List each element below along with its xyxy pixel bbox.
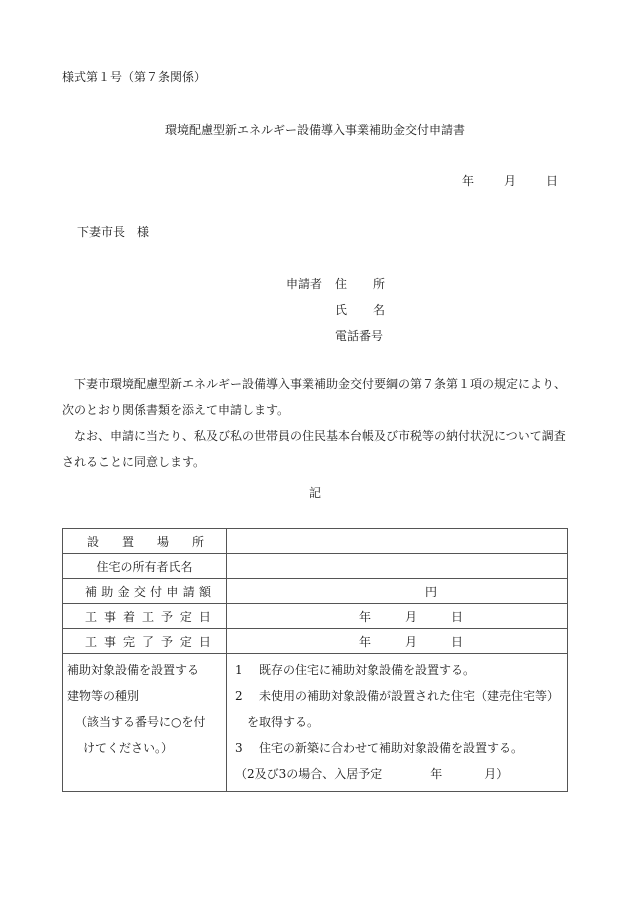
owner-name-label: 住宅の所有者氏名 bbox=[63, 554, 227, 579]
page-title: 環境配慮型新エネルギー設備導入事業補助金交付申請書 bbox=[164, 123, 465, 137]
lbl-char: 工 bbox=[141, 609, 154, 624]
lbl-char: 金 bbox=[117, 584, 130, 599]
option-3[interactable] bbox=[235, 735, 563, 761]
lbl-char: 付 bbox=[150, 584, 163, 599]
lbl-char: 日 bbox=[198, 634, 211, 649]
construction-end-field[interactable] bbox=[227, 629, 568, 654]
option-number: 1 bbox=[235, 663, 243, 677]
date-year-label: 年 bbox=[462, 174, 475, 188]
month-label: 月 bbox=[404, 609, 417, 624]
move-in-note-prefix: （2及び3の場合、入居予定 bbox=[235, 767, 383, 781]
option-2-continued bbox=[235, 709, 563, 735]
lbl-char: 補 bbox=[85, 584, 98, 599]
lbl-char: 定 bbox=[179, 634, 192, 649]
address-char-2: 所 bbox=[372, 277, 385, 291]
building-type-label-line: けてください。） bbox=[83, 741, 174, 755]
lbl-char: 日 bbox=[198, 609, 211, 624]
lbl-char: 完 bbox=[122, 634, 135, 649]
address-char-1: 住 bbox=[335, 277, 348, 291]
building-type-label-line: 補助対象設備を設置する bbox=[67, 663, 200, 677]
construction-start-field[interactable] bbox=[227, 604, 568, 629]
construction-end-label bbox=[63, 629, 227, 654]
form-number: 様式第１号（第７条関係） bbox=[62, 70, 207, 84]
lbl-char: 助 bbox=[101, 584, 114, 599]
body-paragraph-2: なお、申請に当たり、私及び私の世帯員の住民基本台帳及び市税等の納付状況について調査されることに同意します。 bbox=[62, 429, 566, 469]
construction-start-label bbox=[63, 604, 227, 629]
lbl-char: 定 bbox=[179, 609, 192, 624]
move-in-note bbox=[235, 761, 563, 787]
lbl-char: 工 bbox=[85, 609, 98, 624]
application-table bbox=[62, 528, 568, 792]
option-text: 住宅の新築に合わせて補助対象設備を設置する。 bbox=[259, 741, 524, 755]
lbl-char: 事 bbox=[103, 609, 116, 624]
option-text: 既存の住宅に補助対象設備を設置する。 bbox=[259, 663, 476, 677]
year-label: 年 bbox=[358, 634, 371, 649]
ki-heading: 記 bbox=[308, 486, 321, 500]
lbl-char: 了 bbox=[141, 634, 154, 649]
body-paragraph-1: 下妻市環境配慮型新エネルギー設備導入事業補助金交付要綱の第７条第１項の規定により、次のとおり関係書類を添えて申請します。 bbox=[62, 377, 567, 417]
option-text: 未使用の補助対象設備が設置された住宅（建売住宅等） bbox=[259, 689, 560, 703]
row-construction-end bbox=[63, 629, 568, 654]
row-install-location bbox=[63, 529, 568, 554]
row-building-type bbox=[63, 654, 568, 792]
row-subsidy-amount bbox=[63, 579, 568, 604]
applicant-label: 申請者 bbox=[286, 277, 323, 291]
building-type-options bbox=[227, 654, 568, 792]
day-label: 日 bbox=[451, 609, 464, 624]
lbl-char: 着 bbox=[122, 609, 135, 624]
move-in-month: 月） bbox=[484, 767, 509, 781]
install-location-label bbox=[63, 529, 227, 554]
building-type-label-line: （該当する番号に○を付 bbox=[75, 715, 206, 729]
date-month-label: 月 bbox=[503, 174, 516, 188]
lbl-char: 設 bbox=[87, 534, 100, 549]
owner-name-field[interactable] bbox=[227, 554, 568, 579]
lbl-char: 所 bbox=[191, 534, 204, 549]
yen-unit: 円 bbox=[424, 584, 437, 599]
building-type-label bbox=[63, 654, 227, 792]
option-number: 3 bbox=[235, 741, 243, 755]
install-location-field[interactable] bbox=[227, 529, 568, 554]
lbl-char: 請 bbox=[182, 584, 195, 599]
lbl-char: 申 bbox=[166, 584, 179, 599]
building-type-label-line: 建物等の種別 bbox=[67, 689, 140, 703]
name-char-1: 氏 bbox=[335, 303, 348, 317]
lbl-char: 工 bbox=[85, 634, 98, 649]
date-day-label: 日 bbox=[545, 174, 558, 188]
day-label: 日 bbox=[451, 634, 464, 649]
applicant-phone-label: 電話番号 bbox=[335, 329, 384, 343]
subsidy-amount-label bbox=[63, 579, 227, 604]
option-1[interactable] bbox=[235, 657, 563, 683]
option-number: 2 bbox=[235, 689, 243, 703]
subsidy-amount-field[interactable] bbox=[227, 579, 568, 604]
applicant-name-label bbox=[335, 301, 385, 318]
name-char-2: 名 bbox=[372, 303, 385, 317]
year-label: 年 bbox=[358, 609, 371, 624]
month-label: 月 bbox=[404, 634, 417, 649]
lbl-char: 交 bbox=[133, 584, 146, 599]
option-text: を取得する。 bbox=[247, 715, 320, 729]
application-date bbox=[462, 172, 558, 189]
lbl-char: 場 bbox=[156, 534, 169, 549]
lbl-char: 額 bbox=[198, 584, 211, 599]
row-construction-start bbox=[63, 604, 568, 629]
applicant-address-label bbox=[335, 275, 385, 292]
option-2[interactable] bbox=[235, 683, 563, 709]
lbl-char: 置 bbox=[121, 534, 134, 549]
lbl-char: 事 bbox=[103, 634, 116, 649]
move-in-year: 年 bbox=[430, 767, 443, 781]
lbl-char: 予 bbox=[160, 634, 173, 649]
row-owner-name bbox=[63, 554, 568, 579]
lbl-char: 予 bbox=[160, 609, 173, 624]
addressee: 下妻市長 様 bbox=[77, 225, 150, 239]
